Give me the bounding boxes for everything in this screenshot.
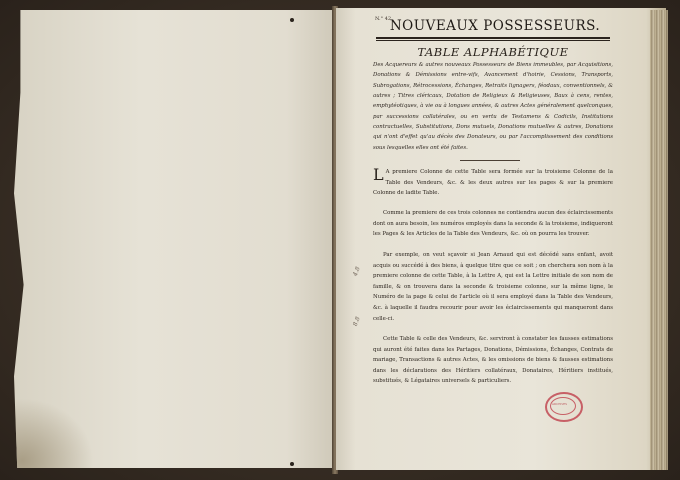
page-header: NOUVEAUX POSSESSEURS. <box>389 18 601 34</box>
intro-paragraph: Des Acquereurs & autres nouveaux Possesseurs de Biens immeubles, par Acquisitions, Donations & Démissions entre-vifs, Avancement d'hoirie, Cessions, Transports, Subrogations, Rétrocessions, Échanges, Retraits lignagers, féodaux, conventionnels, & autres ; Titres cléricaux, Dotation de Religieux & Religieuses, Baux à cens, rentes, emphytéotiques, à vie ou à longues années, & autres Actes généralement quelconques, par successions collatérales, ou en vertu de Testamens & Codicils, Institutions contractuelles, Substitutions, Dons mutuels, Donations mutuelles & autres, Donations qui n'ont d'effet qu'au décès des Donateurs, ou par l'accomplissement des conditions sous lesquelles elles ont été faites. <box>373 62 613 151</box>
paragraph-1-text: A premiere Colonne de cette Table sera formée sur la troisieme Colonne de la Table des Vendeurs, &c. & les deux autres sur les pages & sur la premiere Colonne de ladite Table. <box>373 169 613 197</box>
page-edges <box>650 10 668 470</box>
paragraph-4: Cette Table & celle des Vendeurs, &c. serviront à constater les fausses estimations qui auront été faites dans les Partages, Donations, Démissions, Échanges, Contrats de mariage, Transactions & autres Actes, & les omissions de biens & fausses estimations dans les déclarations des Héritiers collatéraux, Donataires, Héritiers institués, substitués, & Légataires universels & particuliers. <box>373 336 613 385</box>
paragraph-2: Comme la premiere de ces trois colonnes ne contiendra aucun des éclaircissements dont on aura besoin, les numéros employés dans la seconde & la troisieme, indiqueront les Pages & les Articles de la Table des Vendeurs, &c. où on pourra les trouver. <box>373 210 613 238</box>
header-rule <box>376 37 610 39</box>
drop-cap: L <box>373 165 384 184</box>
page-stain <box>14 398 94 468</box>
stamp-text: ARCHIVES <box>552 402 568 406</box>
page-number: N.° 42 <box>375 16 392 22</box>
table-title: TABLE ALPHABÉTIQUE <box>417 45 569 59</box>
margin-note: 4.8 <box>351 265 362 278</box>
stamp-inner-ring <box>550 397 576 415</box>
binding-hole <box>290 462 294 466</box>
left-page-blank <box>14 10 334 468</box>
header-rule <box>376 40 610 41</box>
binding-hole <box>290 18 294 22</box>
section-divider <box>460 160 520 161</box>
archive-stamp <box>545 392 583 422</box>
paragraph-3: Par exemple, on veut sçavoir si Jean Arnaud qui est décédé sans enfant, avoit acquis ou succédé à des biens, à quelque titre que ce soit ; on cherchera son nom à la premiere colonne de cette Table, à la Lettre A, qui est la Lettre initiale de son nom de famille, & on trouvera dans la seconde & troisieme colonne, sur la même ligne, le Numéro de la page & celui de l'article où il sera employé dans la Table des Vendeurs, &c. à laquelle il faudra recourir pour avoir les éclaircissements qui manqueront dans celle-ci. <box>373 252 613 322</box>
margin-note: 8.8 <box>351 315 362 328</box>
paragraph-1 <box>373 167 613 199</box>
